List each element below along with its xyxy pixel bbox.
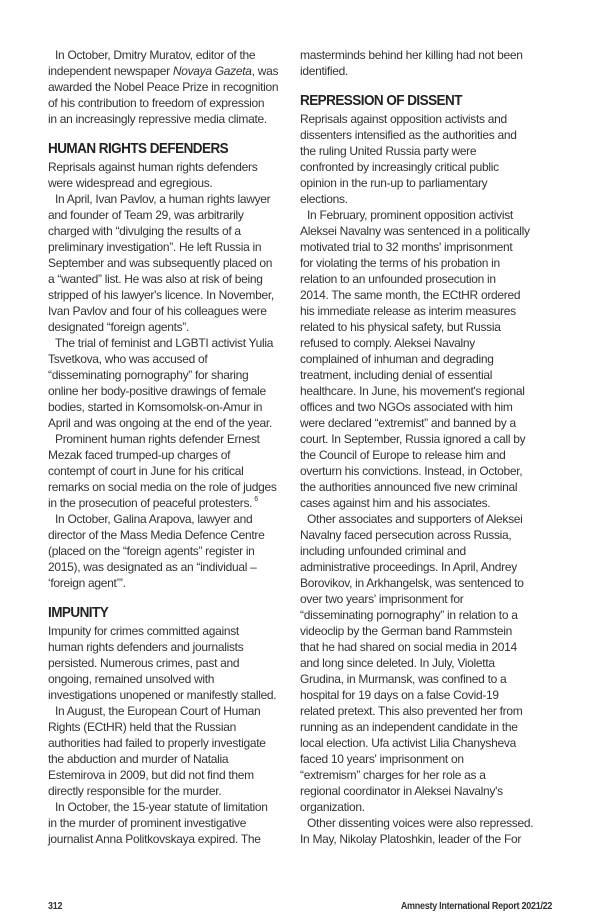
text-segment: a “wanted” list. He was also at risk of being bbox=[48, 272, 263, 286]
text-segment: Mezak faced trumped-up charges of bbox=[48, 448, 231, 462]
text-line bbox=[48, 191, 310, 207]
text-segment: for violating the terms of his probation in bbox=[300, 256, 500, 270]
text-segment: human rights defenders and journalists bbox=[48, 640, 244, 654]
text-segment: (placed on the “foreign agents” register in bbox=[48, 544, 255, 558]
text-line bbox=[300, 655, 562, 671]
text-segment: Reprisals against opposition activists and bbox=[300, 112, 507, 126]
text-segment: complained of inhuman and degrading bbox=[300, 352, 494, 366]
text-segment: administrative proceedings. In April, Andrey bbox=[300, 560, 517, 574]
text-line bbox=[300, 703, 562, 719]
text-line bbox=[48, 463, 310, 479]
text-line bbox=[48, 495, 310, 511]
text-line bbox=[300, 543, 562, 559]
text-segment: “disseminating pornography” in relation to a bbox=[300, 608, 518, 622]
text-segment: Other associates and supporters of Aleksei bbox=[307, 512, 523, 526]
text-line bbox=[300, 127, 562, 143]
text-line bbox=[300, 367, 562, 383]
text-segment: bodies, started in Komsomolsk-on-Amur in bbox=[48, 400, 263, 414]
text-segment: persisted. Numerous crimes, past and bbox=[48, 656, 240, 670]
text-line bbox=[300, 559, 562, 575]
text-segment: Borovikov, in Arkhangelsk, was sentenced to bbox=[300, 576, 524, 590]
text-segment: refused to comply. Aleksei Navalny bbox=[300, 336, 475, 350]
text-line bbox=[48, 527, 310, 543]
text-segment: related to his physical safety, but Russia bbox=[300, 320, 501, 334]
text-line bbox=[300, 399, 562, 415]
text-line bbox=[48, 575, 310, 591]
text-line bbox=[300, 767, 562, 783]
body-text-block bbox=[300, 47, 562, 79]
text-line bbox=[300, 591, 562, 607]
left-column bbox=[48, 47, 310, 847]
text-segment: Ivan Pavlov and four of his colleagues were bbox=[48, 304, 267, 318]
text-segment: dissenters intensified as the authorities and bbox=[300, 128, 517, 142]
text-line bbox=[48, 319, 310, 335]
text-segment: the authorities announced five new criminal bbox=[300, 480, 518, 494]
text-segment: charged with “divulging the results of a bbox=[48, 224, 241, 238]
text-line bbox=[48, 687, 310, 703]
text-line bbox=[48, 335, 310, 351]
text-line bbox=[300, 239, 562, 255]
text-line bbox=[300, 319, 562, 335]
footnote-reference[interactable]: 6 bbox=[254, 496, 258, 503]
text-line bbox=[48, 783, 310, 799]
text-line bbox=[300, 415, 562, 431]
text-line bbox=[48, 415, 310, 431]
text-line bbox=[300, 575, 562, 591]
text-line bbox=[48, 239, 310, 255]
text-segment: in an increasingly repressive media climate. bbox=[48, 112, 267, 126]
text-segment: Prominent human rights defender Ernest bbox=[55, 432, 260, 446]
text-line bbox=[300, 527, 562, 543]
text-segment: organization. bbox=[300, 800, 365, 814]
text-segment: 2015), was designated as an “individual – bbox=[48, 560, 257, 574]
text-line bbox=[300, 47, 562, 63]
text-segment: his immediate release as interim measures bbox=[300, 304, 516, 318]
text-segment: Other dissenting voices were also repressed. bbox=[307, 816, 534, 830]
text-line bbox=[300, 223, 562, 239]
text-segment: were declared “extremist” and banned by a bbox=[300, 416, 516, 430]
text-line bbox=[48, 735, 310, 751]
text-segment: Rights (ECtHR) held that the Russian bbox=[48, 720, 236, 734]
text-line bbox=[48, 559, 310, 575]
body-text-block bbox=[48, 623, 310, 847]
text-segment: that he had shared on social media in 2014 bbox=[300, 640, 517, 654]
right-column bbox=[300, 47, 562, 847]
report-title: Amnesty International Report 2021/22 bbox=[400, 901, 552, 912]
text-line bbox=[48, 799, 310, 815]
text-segment: director of the Mass Media Defence Centre bbox=[48, 528, 265, 542]
text-segment: overturn his convictions. Instead, in October, bbox=[300, 464, 523, 478]
text-segment: and founder of Team 29, was arbitrarily bbox=[48, 208, 244, 222]
text-line bbox=[48, 111, 310, 127]
text-line bbox=[48, 655, 310, 671]
text-segment: and long since deleted. In July, Violetta bbox=[300, 656, 495, 670]
text-segment: identified. bbox=[300, 64, 349, 78]
text-segment: In October, the 15-year statute of limitation bbox=[55, 800, 268, 814]
text-segment: In October, Dmitry Muratov, editor of the bbox=[55, 48, 256, 62]
text-segment: The trial of feminist and LGBTI activist Yulia bbox=[55, 336, 274, 350]
text-segment: journalist Anna Politkovskaya expired. The bbox=[48, 832, 261, 846]
text-line bbox=[48, 479, 310, 495]
text-line bbox=[300, 191, 562, 207]
text-line bbox=[300, 271, 562, 287]
text-line bbox=[300, 719, 562, 735]
text-segment: videoclip by the German band Rammstein bbox=[300, 624, 513, 638]
text-segment: In May, Nikolay Platoshkin, leader of the For bbox=[300, 832, 522, 846]
text-line bbox=[48, 671, 310, 687]
text-segment: stripped of his lawyer's licence. In November, bbox=[48, 288, 274, 302]
text-line bbox=[48, 95, 310, 111]
text-segment: were widespread and egregious. bbox=[48, 176, 213, 190]
text-line bbox=[300, 671, 562, 687]
text-line bbox=[300, 159, 562, 175]
text-line bbox=[300, 143, 562, 159]
section-heading: HUMAN RIGHTS DEFENDERS bbox=[48, 140, 229, 157]
text-segment: Reprisals against human rights defenders bbox=[48, 160, 258, 174]
text-segment: 2014. The same month, the ECtHR ordered bbox=[300, 288, 521, 302]
text-line bbox=[300, 639, 562, 655]
text-segment: regional coordinator in Aleksei Navalny's bbox=[300, 784, 503, 798]
text-line bbox=[300, 479, 562, 495]
text-segment: Navalny faced persecution across Russia, bbox=[300, 528, 512, 542]
text-line bbox=[48, 367, 310, 383]
text-line bbox=[48, 287, 310, 303]
text-segment: the Council of Europe to release him and bbox=[300, 448, 506, 462]
section-heading: IMPUNITY bbox=[48, 604, 109, 621]
text-line bbox=[48, 207, 310, 223]
text-line bbox=[48, 623, 310, 639]
text-segment: In August, the European Court of Human bbox=[55, 704, 261, 718]
text-segment: confronted by increasingly critical public bbox=[300, 160, 499, 174]
text-line bbox=[48, 399, 310, 415]
text-segment: , was bbox=[251, 64, 279, 78]
text-segment: elections. bbox=[300, 192, 348, 206]
text-line bbox=[48, 543, 310, 559]
text-line bbox=[300, 351, 562, 367]
text-segment: faced 10 years' imprisonment on bbox=[300, 752, 464, 766]
text-segment: offices and two NGOs associated with him bbox=[300, 400, 513, 414]
text-line bbox=[48, 351, 310, 367]
text-line bbox=[48, 383, 310, 399]
text-line bbox=[300, 175, 562, 191]
text-line bbox=[300, 735, 562, 751]
text-segment: the abduction and murder of Natalia bbox=[48, 752, 229, 766]
text-line bbox=[48, 271, 310, 287]
text-segment: contempt of court in June for his critical bbox=[48, 464, 244, 478]
text-segment: designated “foreign agents”. bbox=[48, 320, 190, 334]
text-line bbox=[300, 783, 562, 799]
text-line bbox=[300, 463, 562, 479]
text-segment: over two years' imprisonment for bbox=[300, 592, 464, 606]
text-line bbox=[300, 799, 562, 815]
text-segment: hospital for 19 days on a false Covid-19 bbox=[300, 688, 499, 702]
text-line bbox=[48, 719, 310, 735]
text-line bbox=[48, 447, 310, 463]
text-line bbox=[48, 703, 310, 719]
text-segment: court. In September, Russia ignored a call by bbox=[300, 432, 526, 446]
text-line bbox=[48, 639, 310, 655]
text-line bbox=[48, 255, 310, 271]
text-segment: online her body-positive drawings of female bbox=[48, 384, 266, 398]
text-segment: April and was ongoing at the end of the year. bbox=[48, 416, 272, 430]
text-line bbox=[300, 207, 562, 223]
text-segment: In October, Galina Arapova, lawyer and bbox=[55, 512, 253, 526]
text-segment: opinion in the run-up to parliamentary bbox=[300, 176, 488, 190]
text-segment: authorities had failed to properly investigate bbox=[48, 736, 266, 750]
text-line bbox=[300, 831, 562, 847]
text-segment: directly responsible for the murder. bbox=[48, 784, 222, 798]
text-segment: in the murder of prominent investigative bbox=[48, 816, 247, 830]
text-segment: In April, Ivan Pavlov, a human rights lawyer bbox=[55, 192, 271, 206]
text-segment: the ruling United Russia party were bbox=[300, 144, 477, 158]
text-line bbox=[48, 79, 310, 95]
text-line bbox=[300, 335, 562, 351]
text-segment: “disseminating pornography” for sharing bbox=[48, 368, 249, 382]
text-line bbox=[300, 111, 562, 127]
text-segment: in the prosecution of peaceful protesters. bbox=[48, 496, 253, 510]
text-segment: preliminary investigation”. He left Russia in bbox=[48, 240, 262, 254]
text-segment: motivated trial to 32 months' imprisonment bbox=[300, 240, 513, 254]
text-line bbox=[48, 47, 310, 63]
page-number: 312 bbox=[48, 901, 63, 912]
text-line bbox=[48, 175, 310, 191]
text-line bbox=[300, 447, 562, 463]
text-line bbox=[300, 255, 562, 271]
text-line bbox=[48, 303, 310, 319]
section-heading: REPRESSION OF DISSENT bbox=[300, 92, 462, 109]
text-line bbox=[48, 767, 310, 783]
text-line bbox=[48, 63, 310, 79]
text-line bbox=[300, 815, 562, 831]
text-segment: ongoing, remained unsolved with bbox=[48, 672, 215, 686]
text-segment: of his contribution to freedom of expression bbox=[48, 96, 265, 110]
text-line bbox=[300, 687, 562, 703]
text-segment: relation to an unfounded prosecution in bbox=[300, 272, 496, 286]
text-segment: running as an independent candidate in the bbox=[300, 720, 518, 734]
text-line bbox=[48, 159, 310, 175]
text-line bbox=[300, 431, 562, 447]
text-segment: In February, prominent opposition activist bbox=[307, 208, 513, 222]
body-text-block bbox=[48, 159, 310, 591]
text-line bbox=[300, 383, 562, 399]
body-text-block bbox=[48, 47, 310, 127]
text-segment: remarks on social media on the role of judges bbox=[48, 480, 277, 494]
text-line bbox=[300, 751, 562, 767]
text-segment: cases against him and his associates. bbox=[300, 496, 491, 510]
text-segment: masterminds behind her killing had not been bbox=[300, 48, 523, 62]
text-line bbox=[48, 751, 310, 767]
text-segment: “extremism” charges for her role as a bbox=[300, 768, 486, 782]
text-segment: investigations unopened or manifestly stalled. bbox=[48, 688, 277, 702]
text-segment: Grudina, in Murmansk, was confined to a bbox=[300, 672, 507, 686]
text-segment: ‘foreign agent’”. bbox=[48, 576, 126, 590]
text-line bbox=[300, 623, 562, 639]
text-segment: independent newspaper bbox=[48, 64, 173, 78]
text-line bbox=[48, 431, 310, 447]
text-line bbox=[300, 287, 562, 303]
text-segment: Impunity for crimes committed against bbox=[48, 624, 239, 638]
body-text-block bbox=[300, 111, 562, 847]
text-segment: Aleksei Navalny was sentenced in a politically bbox=[300, 224, 530, 238]
text-segment: Estemirova in 2009, but did not find them bbox=[48, 768, 254, 782]
text-segment: related pretext. This also prevented her from bbox=[300, 704, 523, 718]
text-segment: September and was subsequently placed on bbox=[48, 256, 273, 270]
text-segment: including unfounded criminal and bbox=[300, 544, 466, 558]
text-line bbox=[300, 495, 562, 511]
text-line bbox=[48, 831, 310, 847]
text-segment: Tsvetkova, who was accused of bbox=[48, 352, 208, 366]
text-line bbox=[48, 511, 310, 527]
text-line bbox=[300, 607, 562, 623]
italic-title: Novaya Gazeta bbox=[172, 64, 252, 78]
text-segment: local election. Ufa activist Lilia Chanysheva bbox=[300, 736, 516, 750]
text-line bbox=[300, 511, 562, 527]
text-line bbox=[300, 63, 562, 79]
text-segment: treatment, including denial of essential bbox=[300, 368, 493, 382]
text-line bbox=[48, 815, 310, 831]
text-line bbox=[300, 303, 562, 319]
text-segment: healthcare. In June, his movement's regional bbox=[300, 384, 525, 398]
text-segment: awarded the Nobel Peace Prize in recognition bbox=[48, 80, 279, 94]
text-line bbox=[48, 223, 310, 239]
